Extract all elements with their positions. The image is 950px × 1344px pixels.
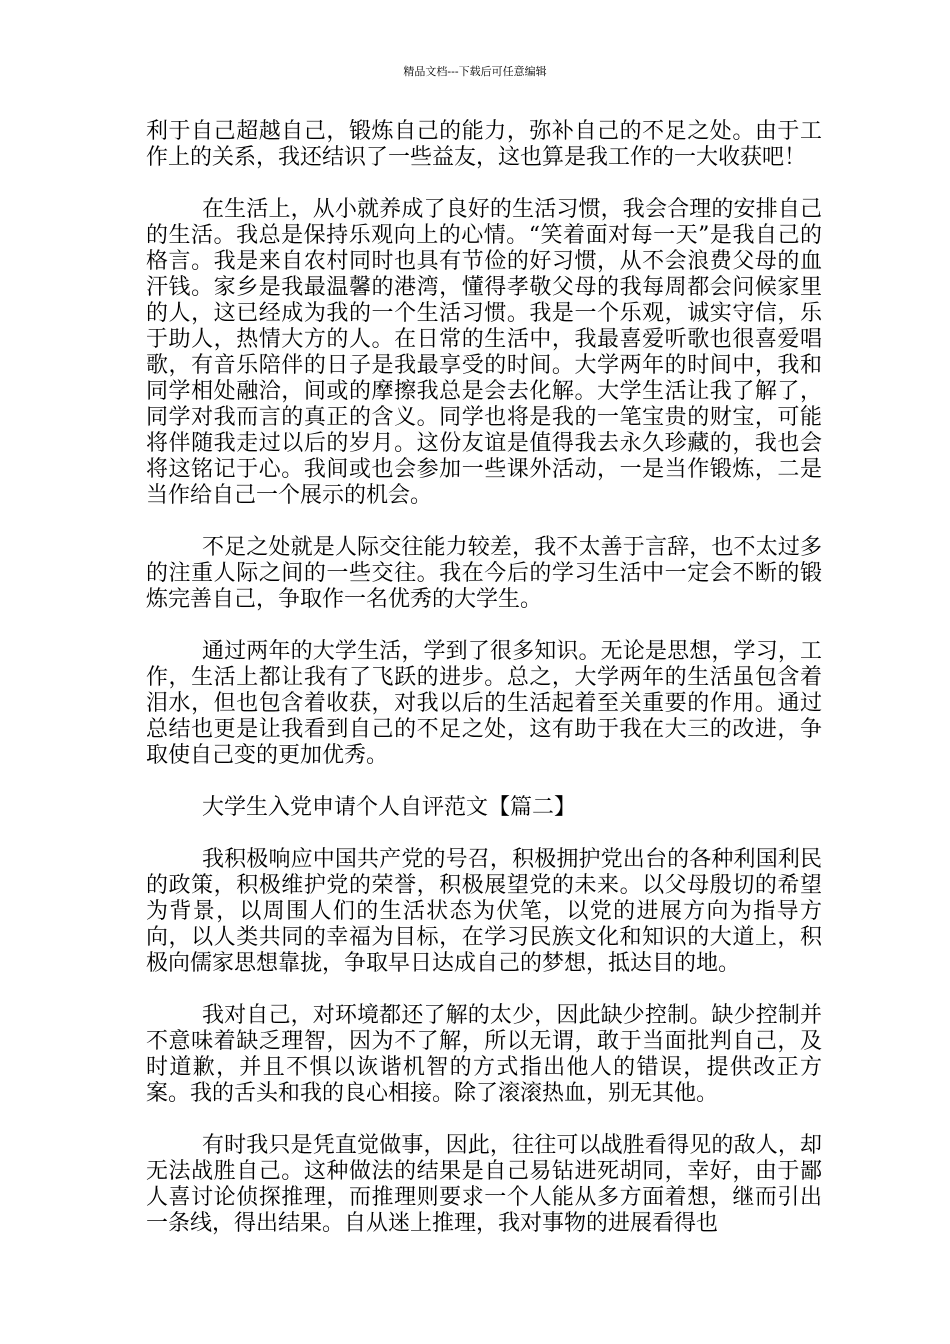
paragraph-5: 我积极响应中国共产党的号召，积极拥护党出台的各种利国利民的政策，积极维护党的荣誉，积极展望党的未来。以父母殷切的希望为背景，以周围人们的生活状态为伏笔，以党的进展方向为指导方向，以人类共同的幸福为目标，在学习民族文化和知识的大道上，积极向儒家思想靠拢，争取早日达成自己的梦想，抵达目的地。 bbox=[146, 847, 822, 976]
paragraph-2: 在生活上，从小就养成了良好的生活习惯，我会合理的安排自己的生活。我总是保持乐观向上的心情。“笑着面对每一天”是我自己的格言。我是来自农村同时也具有节俭的好习惯，从不会浪费父母的血汗钱。家乡是我最温馨的港湾，懂得孝敬父母的我每周都会问候家里的人，这已经成为我的一个生活习惯。我是一个乐观，诚实守信，乐于助人，热情大方的人。在日常的生活中，我最喜爱听歌也很喜爱唱歌，有音乐陪伴的日子是我最享受的时间。大学两年的时间中，我和同学相处融洽，间或的摩擦我总是会去化解。大学生活让我了解了，同学对我而言的真正的含义。同学也将是我的一笔宝贵的财宝，可能将伴随我走过以后的岁月。这份友谊是值得我去永久珍藏的，我也会将这铭记于心。我间或也会参加一些课外活动，一是当作锻炼，二是当作给自己一个展示的机会。 bbox=[146, 197, 822, 508]
paragraph-4: 通过两年的大学生活，学到了很多知识。无论是思想，学习，工作，生活上都让我有了飞跃的进步。总之，大学两年的生活虽包含着泪水，但也包含着收获，对我以后的生活起着至关重要的作用。通过总结也更是让我看到自己的不足之处，这有助于我在大三的改进，争取使自己变的更加优秀。 bbox=[146, 639, 822, 768]
page-header: 精品文档---下载后可任意编辑 bbox=[403, 65, 547, 78]
section-title: 大学生入党申请个人自评范文【篇二】 bbox=[202, 795, 577, 820]
document-body bbox=[146, 119, 822, 1263]
paragraph-3: 不足之处就是人际交往能力较差，我不太善于言辞，也不太过多的注重人际之间的一些交往。我在今后的学习生活中一定会不断的锻炼完善自己，争取作一名优秀的大学生。 bbox=[146, 535, 822, 612]
paragraph-7: 有时我只是凭直觉做事，因此，往往可以战胜看得见的敌人，却无法战胜自己。这种做法的结果是自己易钻进死胡同，幸好，由于鄙人喜讨论侦探推理，而推理则要求一个人能从多方面着想，继而引出一条线，得出结果。自从迷上推理，我对事物的进展看得也 bbox=[146, 1133, 822, 1236]
paragraph-6: 我对自己，对环境都还了解的太少，因此缺少控制。缺少控制并不意味着缺乏理智，因为不了解，所以无谓，敢于当面批判自己，及时道歉，并且不惧以诙谐机智的方式指出他人的错误，提供改正方案。我的舌头和我的良心相接。除了滚滚热血，别无其他。 bbox=[146, 1003, 822, 1106]
paragraph-1: 利于自己超越自己，锻炼自己的能力，弥补自己的不足之处。由于工作上的关系，我还结识了一些益友，这也算是我工作的一大收获吧！ bbox=[146, 119, 822, 170]
